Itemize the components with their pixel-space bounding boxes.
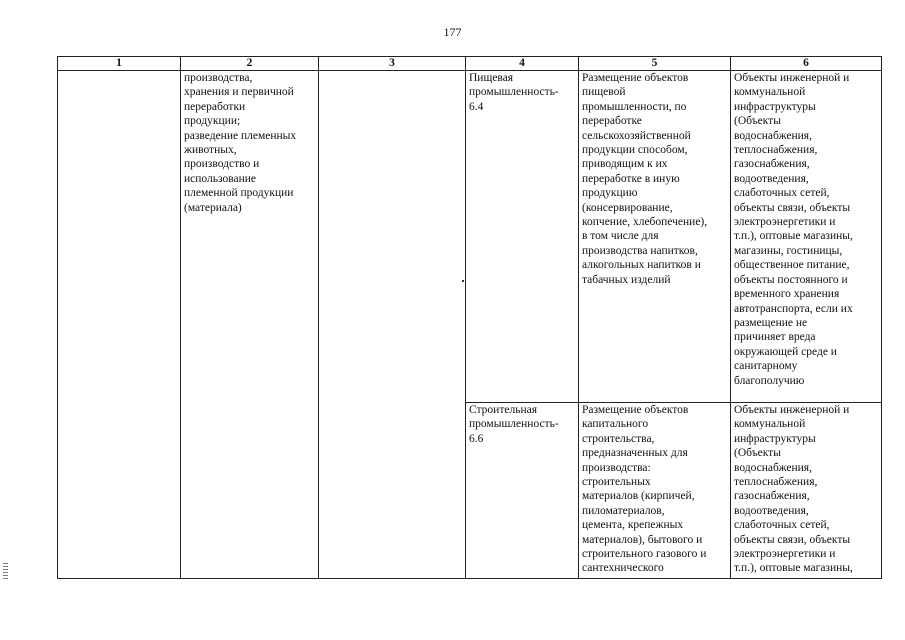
land-use-table <box>57 56 882 579</box>
use-name-cell: Строительная промышленность- 6.6 <box>466 403 579 579</box>
header-row <box>58 57 882 71</box>
col2-cell: производства, хранения и первичной переработки продукции; разведение племенных животных, производство и использование племенной продукции (материала) <box>181 71 319 579</box>
permitted-objects-cell: Объекты инженерной и коммунальной инфраструктуры (Объекты водоснабжения, теплоснабжения, газоснабжения, водоотведения, слаботочных сетей, объекты связи, объекты электроэнергетики и т.п.), оптовые магазины, магазины, гостиницы, общественное питание, объекты постоянного и временного хранения автотранспорта, если их размещение не причиняет вреда окружающей среде и санитарному благополучию <box>731 71 882 403</box>
col1-cell <box>58 71 181 579</box>
permitted-objects-cell: Объекты инженерной и коммунальной инфраструктуры (Объекты водоснабжения, теплоснабжения, газоснабжения, водоотведения, слаботочных сетей, объекты связи, объекты электроэнергетики и т.п.), оптовые магазины, <box>731 403 882 579</box>
use-description-cell: Размещение объектов пищевой промышленности, по переработке сельскохозяйственной продукции способом, приводящим к их переработке в иную продукцию (консервирование, копчение, хлебопечение), в том числе для производства напитков, алкогольных напитков и табачных изделий <box>579 71 731 403</box>
scan-edge-marks <box>3 563 8 581</box>
header-cell-5: 5 <box>579 57 731 71</box>
table-row <box>58 71 882 403</box>
use-description-cell: Размещение объектов капитального строительства, предназначенных для производства: строительных материалов (кирпичей, пиломатериалов, цемента, крепежных материалов), бытового и строительного газового и сантехнического <box>579 403 731 579</box>
header-cell-3: 3 <box>319 57 466 71</box>
header-cell-1: 1 <box>58 57 181 71</box>
col3-cell <box>319 71 466 579</box>
scan-speck <box>462 280 464 282</box>
page-number: 177 <box>443 25 462 39</box>
header-cell-4: 4 <box>466 57 579 71</box>
use-name-cell: Пищевая промышленность- 6.4 <box>466 71 579 403</box>
header-cell-2: 2 <box>181 57 319 71</box>
header-cell-6: 6 <box>731 57 882 71</box>
